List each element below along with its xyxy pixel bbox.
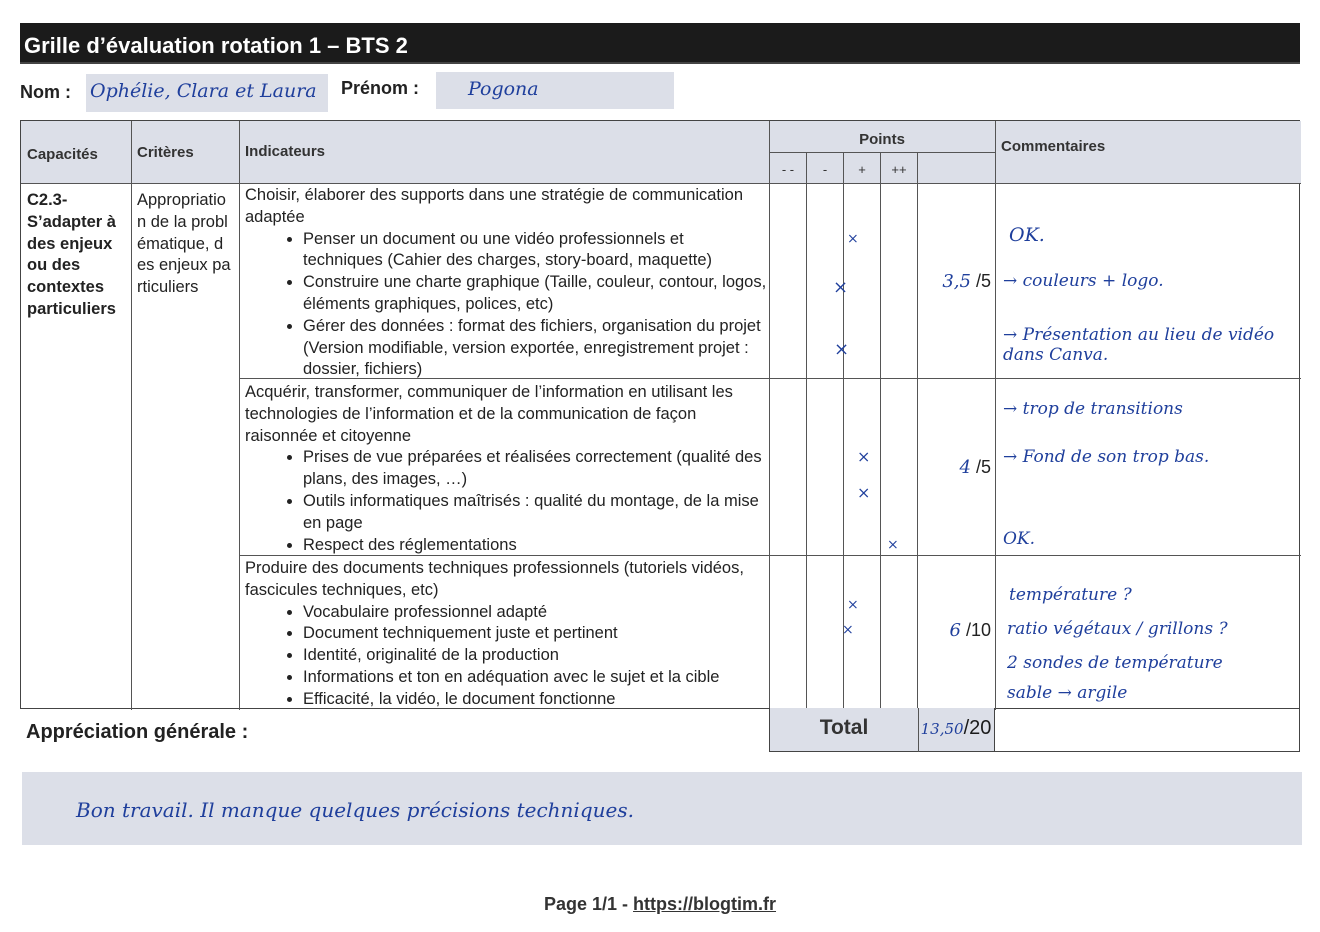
score-value: 6 xyxy=(949,620,961,641)
indicator-intro: Choisir, élaborer des supports dans une stratégie de communication adaptée xyxy=(245,186,744,226)
document-title xyxy=(20,23,1300,64)
level-mark: × xyxy=(834,339,850,360)
indicator-item: • Informations et ton en adéquation avec le sujet et la cible xyxy=(303,667,767,689)
col-divider xyxy=(131,121,132,710)
score-max: /5 xyxy=(975,457,991,477)
nom-field[interactable] xyxy=(86,74,328,112)
prenom-label: Prénom : xyxy=(341,78,420,98)
level-very-high: ++ xyxy=(891,162,907,177)
comment-text: → Présentation au lieu de vidéo dans Canva. xyxy=(1003,325,1275,365)
level-mark: × xyxy=(857,483,871,502)
header-points: Points xyxy=(859,131,905,148)
nom-value: Ophélie, Clara et Laura xyxy=(90,80,317,102)
header-commentaires: Commentaires xyxy=(1001,138,1106,155)
header-indicateurs: Indicateurs xyxy=(245,143,326,160)
indicator-item: • Construire une charte graphique (Taille, couleur, contour, logos, éléments graphiques, polices, etc) xyxy=(303,272,767,316)
level-high: + xyxy=(858,162,866,177)
col-divider xyxy=(880,152,881,710)
col-divider xyxy=(769,121,770,710)
indicator-item: • Gérer des données : format des fichiers, organisation du projet (Version modifiable, version exportée, enregistrement projet : dossier, fichiers) xyxy=(303,316,767,381)
col-divider xyxy=(995,121,996,710)
row-score-2 xyxy=(921,457,991,478)
comment-text: OK. xyxy=(1003,529,1036,549)
comment-text: 2 sondes de température xyxy=(1007,653,1223,673)
indicator-item: • Document techniquement juste et pertinent xyxy=(303,623,767,645)
nom-label: Nom : xyxy=(20,82,71,102)
total-cell xyxy=(769,708,995,752)
page-number: Page 1/1 - xyxy=(543,894,629,914)
header-criteres: Critères xyxy=(137,144,194,161)
col-divider xyxy=(917,152,918,710)
level-mark: × xyxy=(887,537,899,553)
level-very-low: - - xyxy=(781,162,795,177)
row-score-1 xyxy=(921,271,991,292)
appreciation-label: Appréciation générale : xyxy=(26,721,249,743)
title-text: Grille d’évaluation rotation 1 – BTS 2 xyxy=(24,33,408,58)
indicator-item: • Vocabulaire professionnel adapté xyxy=(303,602,767,624)
score-value: 3,5 xyxy=(942,271,971,292)
critere-text: Appropriation de la problématique, des enjeux particuliers xyxy=(137,191,231,297)
page-footer xyxy=(0,894,1320,915)
prenom-value: Pogona xyxy=(468,78,539,100)
level-mark: × xyxy=(842,622,854,638)
row-divider xyxy=(769,152,995,153)
level-mark: × xyxy=(833,277,849,298)
total-score xyxy=(918,717,994,740)
total-max: /20 xyxy=(963,717,992,739)
comment-text: → trop de transitions xyxy=(1003,399,1183,419)
indicator-intro: Acquérir, transformer, communiquer de l’information en utilisant les technologies de l’information et de la communication de façon raisonnée et citoyenne xyxy=(245,383,733,445)
indicator-item: • Prises de vue préparées et réalisées correctement (qualité des plans, des images, …) xyxy=(303,447,767,491)
comment-text: température ? xyxy=(1009,585,1132,605)
indicator-item: • Penser un document ou une vidéo professionnels et techniques (Cahier des charges, story-board, maquette) xyxy=(303,229,767,273)
appreciation-field[interactable] xyxy=(22,772,1302,845)
indicator-block-1 xyxy=(245,185,767,381)
total-value: 13,50 xyxy=(920,720,964,738)
total-label: Total xyxy=(819,716,869,739)
comment-text: sable → argile xyxy=(1007,683,1128,703)
evaluation-table xyxy=(20,120,1300,709)
comment-text: ratio végétaux / grillons ? xyxy=(1007,619,1228,639)
col-divider xyxy=(806,152,807,710)
indicator-block-3 xyxy=(245,558,767,711)
appreciation-text: Bon travail. Il manque quelques précisions techniques. xyxy=(76,798,634,822)
indicator-item: • Efficacité, la vidéo, le document fonctionne xyxy=(303,689,767,711)
comment-text: → couleurs + logo. xyxy=(1003,271,1164,291)
comment-text: → Fond de son trop bas. xyxy=(1003,447,1210,467)
row-divider xyxy=(21,183,1301,184)
header-row-bg xyxy=(21,121,769,183)
capacite-text: C2.3- S’adapter à des enjeux ou des contextes particuliers xyxy=(27,191,116,318)
level-mark: × xyxy=(847,231,859,247)
score-max: /5 xyxy=(975,271,991,291)
indicator-item: • Identité, originalité de la production xyxy=(303,645,767,667)
header-capacites: Capacités xyxy=(27,146,98,163)
level-mark: × xyxy=(847,597,859,613)
score-max: /10 xyxy=(965,620,991,640)
total-comment-cell xyxy=(994,708,1300,752)
score-value: 4 xyxy=(959,457,971,478)
level-mark: × xyxy=(857,447,871,466)
indicator-block-2 xyxy=(245,382,767,556)
prenom-field[interactable] xyxy=(436,72,674,109)
indicator-item: • Respect des réglementations xyxy=(303,535,767,557)
indicator-item: • Outils informatiques maîtrisés : qualité du montage, de la mise en page xyxy=(303,491,767,535)
footer-link[interactable]: https://blogtim.fr xyxy=(633,894,777,914)
row-score-3 xyxy=(921,620,991,641)
col-divider xyxy=(239,121,240,710)
comment-text: OK. xyxy=(1009,224,1045,246)
level-low: - xyxy=(822,162,828,177)
indicator-intro: Produire des documents techniques professionnels (tutoriels vidéos, fascicules techniques, etc) xyxy=(245,559,744,599)
